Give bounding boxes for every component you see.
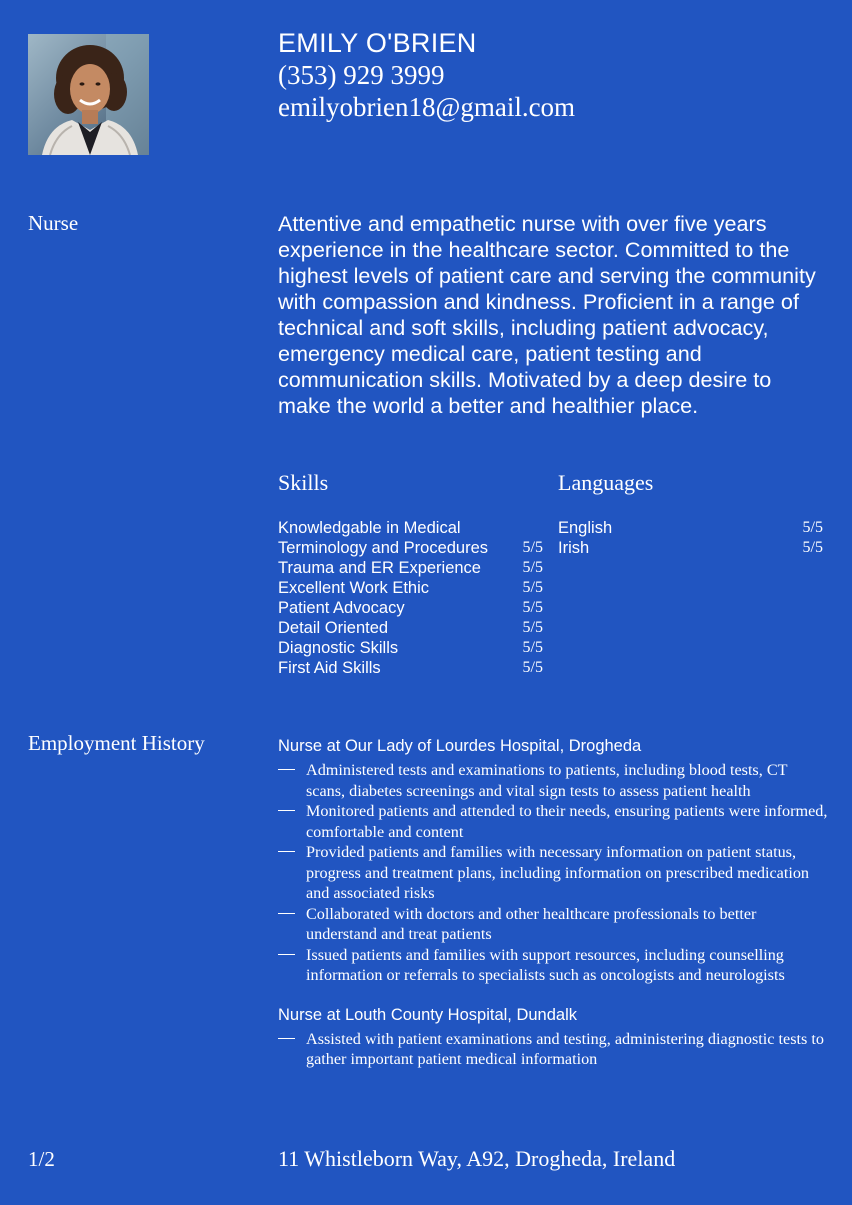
language-item: [558, 518, 823, 538]
job-duty-text: Assisted with patient examinations and testing, administering diagnostic tests to gather important patient medical information: [306, 1029, 824, 1068]
skill-item: [278, 658, 543, 678]
job-duty-text: Administered tests and examinations to patients, including blood tests, CT scans, diabetes screenings and vital sign tests to assess patient health: [306, 761, 788, 800]
skill-item: [278, 558, 543, 578]
job-duty-text: Monitored patients and attended to their needs, ensuring patients were informed, comfortable and content: [306, 802, 828, 841]
skill-item: [278, 618, 543, 638]
skill-label: Excellent Work Ethic: [278, 579, 429, 597]
skill-label: Detail Oriented: [278, 619, 389, 637]
email-address: emilyobrien18@gmail.com: [278, 92, 576, 122]
skill-label: Diagnostic Skills: [278, 639, 399, 657]
job-duty-text: Provided patients and families with necessary information on patient status, progress and treatment plans, including information on prescribed medication and associated risks: [306, 843, 810, 902]
languages-list: [558, 518, 823, 558]
skill-level: 5/5: [522, 539, 543, 556]
home-address: 11 Whistleborn Way, A92, Drogheda, Ireland: [278, 1146, 676, 1171]
skill-level: 5/5: [522, 559, 543, 576]
language-label: English: [558, 519, 613, 537]
profile-summary: Attentive and empathetic nurse with over five years experience in the healthcare sector. Committed to the highest levels of patient care and serving the community with compassion and kindness. Proficient in a range of technical and soft skills, including patient advocacy, emergency medical care, patient testing and communication skills. Motivated by a deep desire to make the world a better and healthier place.: [278, 211, 816, 418]
skill-item: [278, 638, 543, 658]
job-duty: [278, 842, 830, 904]
job-entry: [278, 1005, 830, 1070]
language-level: 5/5: [802, 519, 823, 536]
job-duty: [278, 801, 830, 842]
employment-history: [278, 736, 830, 1089]
skill-item: [278, 578, 543, 598]
skills-list: [278, 518, 543, 678]
skill-label: First Aid Skills: [278, 659, 381, 677]
job-title-label: Nurse: [28, 211, 79, 235]
profile-photo: [28, 34, 149, 155]
skill-level: 5/5: [522, 619, 543, 636]
skill-level: 5/5: [522, 659, 543, 676]
skill-item: [278, 598, 543, 618]
skill-label: Trauma and ER Experience: [278, 559, 481, 577]
skills-heading: Skills: [278, 470, 329, 495]
job-title: Nurse at Louth County Hospital, Dundalk: [278, 1005, 577, 1024]
job-duties: [278, 760, 830, 986]
skill-level: 5/5: [522, 579, 543, 596]
language-level: 5/5: [802, 539, 823, 556]
job-duties: [278, 1029, 830, 1070]
job-duty: [278, 1029, 830, 1070]
page-number: 1/2: [28, 1147, 55, 1171]
job-entry: [278, 736, 830, 986]
skill-level: 5/5: [522, 639, 543, 656]
job-duty-text: Issued patients and families with support resources, including counselling information or referrals to specialists such as oncologists and neurologists: [306, 945, 785, 984]
employment-heading: Employment History: [28, 731, 205, 755]
job-duty: [278, 945, 830, 986]
language-item: [558, 538, 823, 558]
job-duty: [278, 760, 830, 801]
skill-level: 5/5: [522, 599, 543, 616]
job-duty-text: Collaborated with doctors and other healthcare professionals to better understand and treat patients: [306, 904, 757, 943]
phone-number: (353) 929 3999: [278, 60, 445, 90]
language-label: Irish: [558, 539, 590, 557]
skill-item: [278, 518, 543, 558]
full-name: EMILY O'BRIEN: [278, 28, 477, 58]
skill-label: Patient Advocacy: [278, 599, 405, 617]
job-title: Nurse at Our Lady of Lourdes Hospital, Drogheda: [278, 737, 642, 755]
job-duty: [278, 904, 830, 945]
languages-heading: Languages: [558, 470, 654, 495]
skill-label: Knowledgable in Medical Terminology and Procedures: [278, 519, 489, 557]
